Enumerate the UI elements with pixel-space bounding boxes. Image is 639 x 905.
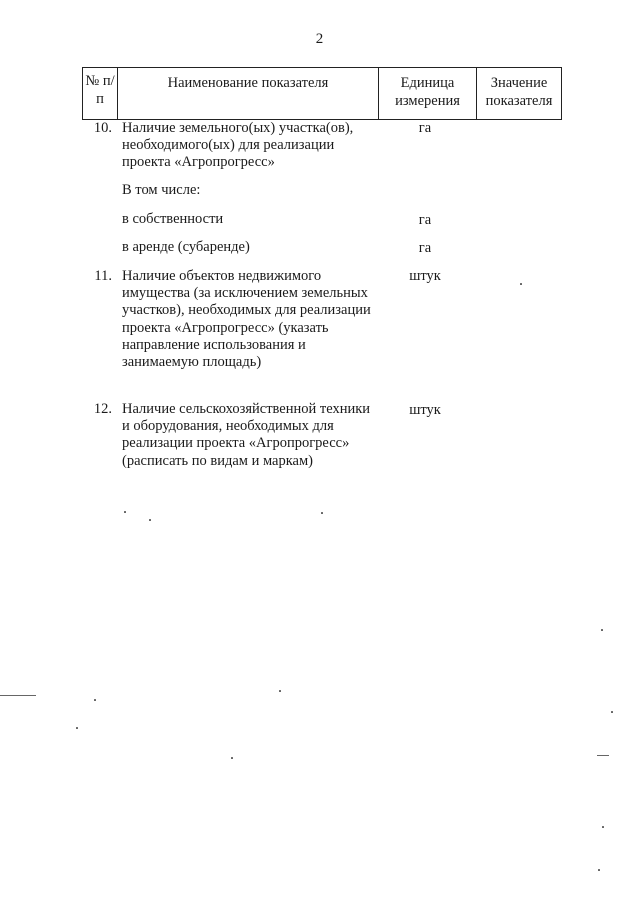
row-unit: штук: [409, 268, 441, 284]
row-name: в собственности: [122, 211, 224, 227]
scan-speck: [149, 519, 151, 521]
row-number: 10.: [93, 120, 112, 136]
scan-speck: [124, 511, 126, 513]
row-name: Наличие сельскохозяйственной техники и оборудования, необходимых для реализации проекта «Агропрогресс» (расписать по видам и маркам): [122, 401, 371, 469]
row-name: в аренде (субаренде): [122, 239, 250, 255]
scan-mark: [597, 755, 609, 756]
row-unit: га: [418, 240, 432, 256]
scan-speck: [520, 283, 522, 285]
scan-speck: [76, 727, 78, 729]
scan-speck: [321, 512, 323, 514]
header-name: Наименование показателя: [118, 68, 379, 120]
header-unit: Единица измерения: [379, 68, 477, 120]
scan-speck: [611, 711, 613, 713]
row-number: 12.: [93, 401, 112, 417]
row-unit: штук: [409, 402, 441, 418]
scan-speck: [598, 869, 600, 871]
row-name: В том числе:: [122, 182, 201, 198]
scan-speck: [279, 690, 281, 692]
header-row: [83, 68, 562, 120]
page-number: 2: [315, 31, 324, 47]
row-name: Наличие земельного(ых) участка(ов), необходимого(ых) для реализации проекта «Агропрогресс»: [122, 120, 354, 171]
row-name: Наличие объектов недвижимого имущества (за исключением земельных участков), необходимых для реализации проекта «Агропрогресс» (указать направление использования и занимаемую площадь): [122, 268, 371, 371]
header-num: № п/п: [83, 68, 118, 120]
indicator-table-header: [82, 67, 562, 120]
scan-speck: [94, 699, 96, 701]
row-unit: га: [418, 212, 432, 228]
scan-speck: [231, 757, 233, 759]
scan-speck: [602, 826, 604, 828]
scan-speck: [601, 629, 603, 631]
row-number: 11.: [94, 268, 112, 284]
row-unit: га: [418, 120, 432, 136]
scan-mark: [0, 695, 36, 696]
header-value: Значение показателя: [477, 68, 562, 120]
